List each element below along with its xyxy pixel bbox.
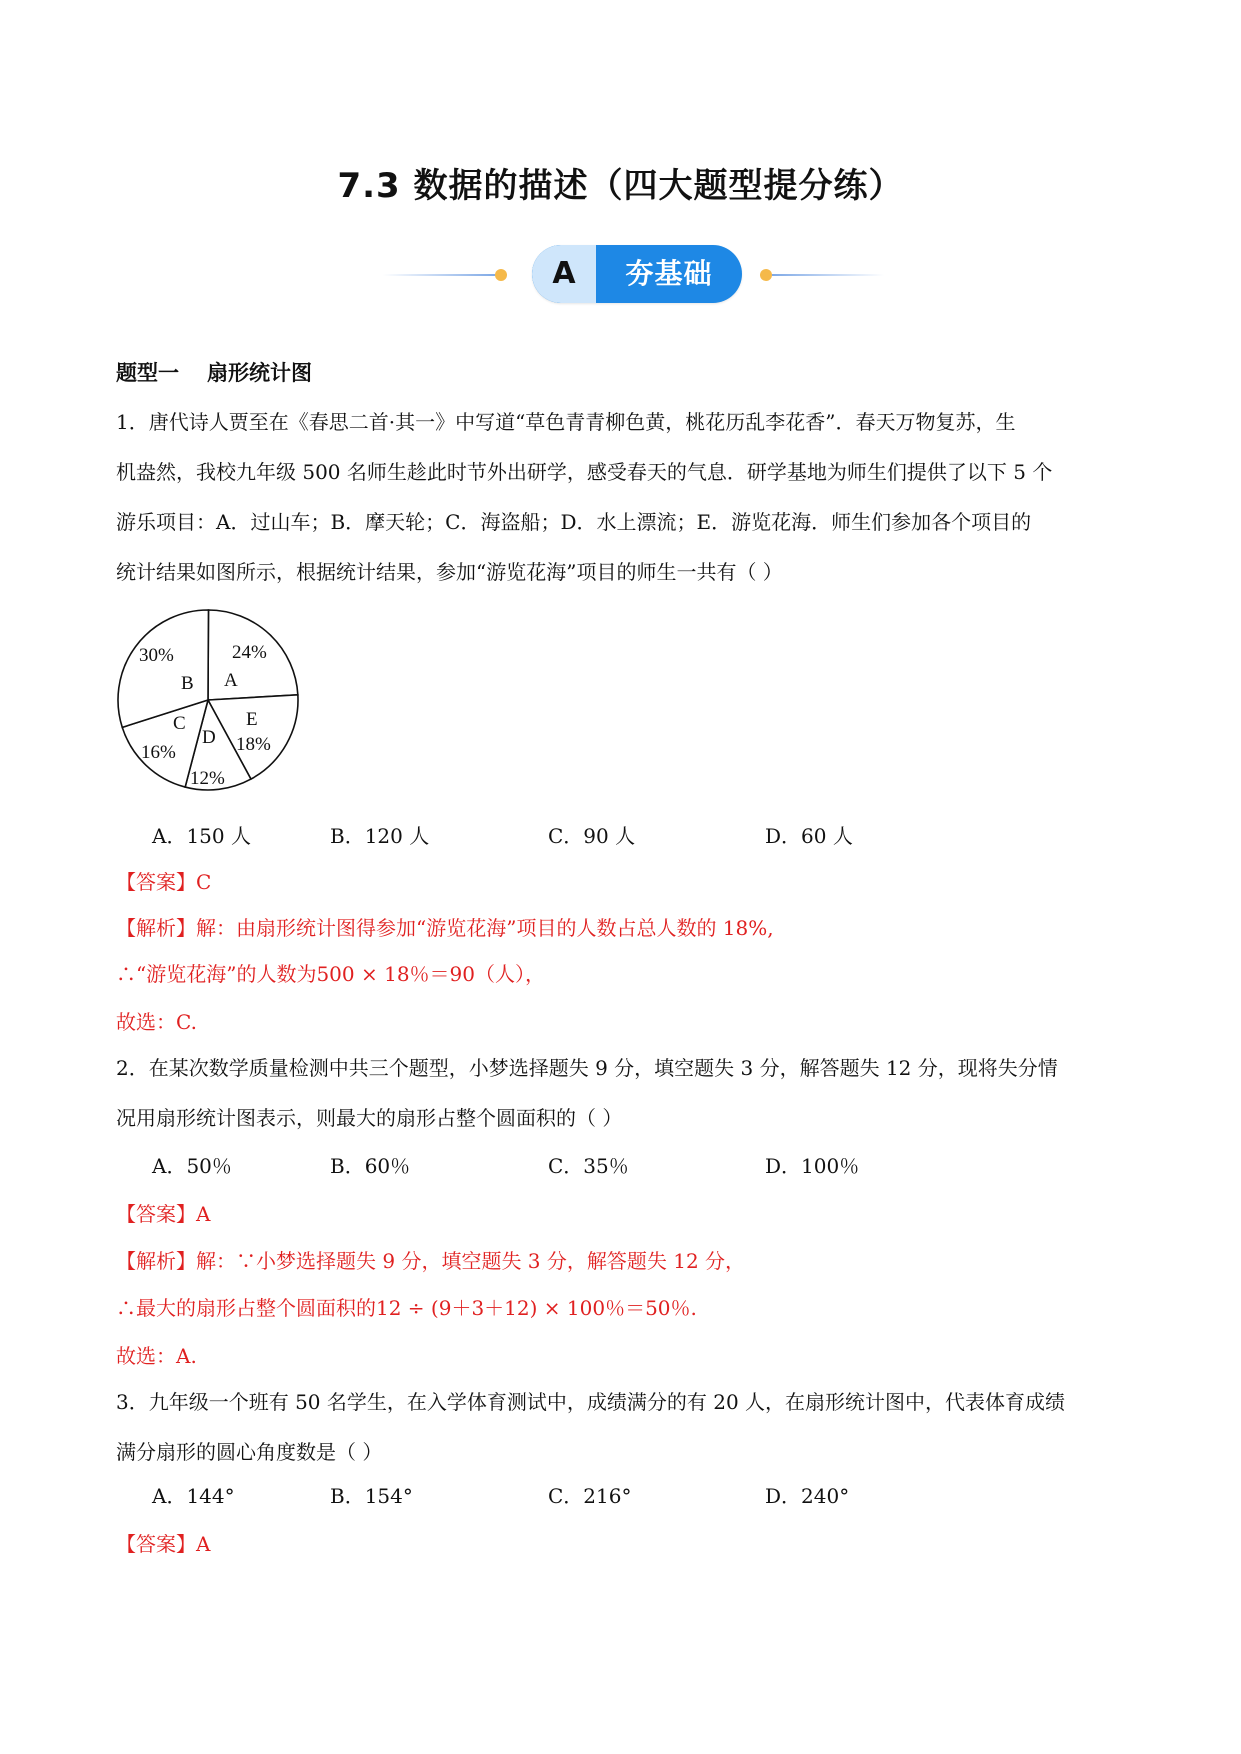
pie-label-d: D xyxy=(202,727,216,748)
q1-analysis: 故选：C. xyxy=(116,1010,197,1034)
q2-analysis: 【解析】解：∵小梦选择题失 9 分，填空题失 3 分，解答题失 12 分， xyxy=(116,1249,746,1273)
q3-option-c: C．216° xyxy=(548,1484,632,1508)
q1-analysis: 【解析】解：由扇形统计图得参加“游览花海”项目的人数占总人数的 18%, xyxy=(116,916,774,940)
pie-label-a-percent: 24% xyxy=(232,642,267,663)
pie-label-c-percent: 16% xyxy=(141,742,176,763)
section-label: 题型一 xyxy=(116,361,179,385)
q2-answer: 【答案】A xyxy=(116,1202,211,1226)
q1-option-b: B．120 人 xyxy=(330,824,430,848)
badge-label: 夯基础 xyxy=(625,257,713,290)
q2-line: 2．在某次数学质量检测中共三个题型，小梦选择题失 9 分，填空题失 3 分，解答题失 12 分，现将失分情 xyxy=(116,1056,1058,1080)
q2-analysis: 故选：A. xyxy=(116,1344,197,1368)
q1-option-a: A．150 人 xyxy=(152,824,251,848)
q2-analysis: ∴最大的扇形占整个圆面积的12 ÷ (9＋3＋12) × 100％＝50％. xyxy=(116,1296,697,1320)
section-title: 扇形统计图 xyxy=(207,361,312,385)
badge-dot-right xyxy=(760,269,772,281)
q1-line: 机盎然，我校九年级 500 名师生趁此时节外出研学，感受春天的气息．研学基地为师生们提供了以下 5 个 xyxy=(116,460,1053,484)
pie-label-e: E xyxy=(246,709,258,730)
badge-line-right xyxy=(772,274,884,276)
q3-option-b: B．154° xyxy=(330,1484,413,1508)
q3-option-a: A．144° xyxy=(152,1484,235,1508)
q2-option-c: C．35％ xyxy=(548,1154,629,1178)
q2-option-b: B．60％ xyxy=(330,1154,411,1178)
pie-label-c: C xyxy=(173,713,186,734)
badge-letter: A xyxy=(532,245,596,303)
q3-answer: 【答案】A xyxy=(116,1532,211,1556)
pie-chart xyxy=(108,600,308,800)
q2-line: 况用扇形统计图表示，则最大的扇形占整个圆面积的（ ） xyxy=(116,1106,623,1130)
q1-option-c: C．90 人 xyxy=(548,824,636,848)
q1-answer: 【答案】C xyxy=(116,870,212,894)
page-title: 7.3 数据的描述（四大题型提分练） xyxy=(337,166,904,206)
pie-label-b-percent: 30% xyxy=(139,645,174,666)
q2-option-a: A．50％ xyxy=(152,1154,232,1178)
q1-analysis: ∴“游览花海”的人数为500 × 18％＝90（人）， xyxy=(116,962,545,986)
badge-line-left xyxy=(383,274,495,276)
pie-label-b: B xyxy=(181,673,194,694)
badge-pill xyxy=(532,245,742,303)
q3-line: 满分扇形的圆心角度数是（ ） xyxy=(116,1440,383,1464)
q3-line: 3．九年级一个班有 50 名学生，在入学体育测试中，成绩满分的有 20 人，在扇形统计图中，代表体育成绩 xyxy=(116,1390,1066,1414)
badge-dot-left xyxy=(495,269,507,281)
q3-option-d: D．240° xyxy=(765,1484,850,1508)
pie-label-d-percent: 12% xyxy=(190,768,225,789)
section-badge xyxy=(0,245,1241,305)
section-heading xyxy=(116,357,312,387)
q1-line: 统计结果如图所示，根据统计结果，参加“游览花海”项目的师生一共有（ ） xyxy=(116,560,783,584)
q1-option-d: D．60 人 xyxy=(765,824,853,848)
q2-option-d: D．100％ xyxy=(765,1154,860,1178)
pie-label-a: A xyxy=(224,670,238,691)
q1-line: 游乐项目：A．过山车；B．摩天轮；C．海盗船；D．水上漂流；E．游览花海．师生们参加各个项目的 xyxy=(116,510,1032,534)
pie-label-e-percent: 18% xyxy=(236,734,271,755)
q1-line: 1．唐代诗人贾至在《春思二首·其一》中写道“草色青青柳色黄，桃花历乱李花香”．春天万物复苏，生 xyxy=(116,410,1016,434)
